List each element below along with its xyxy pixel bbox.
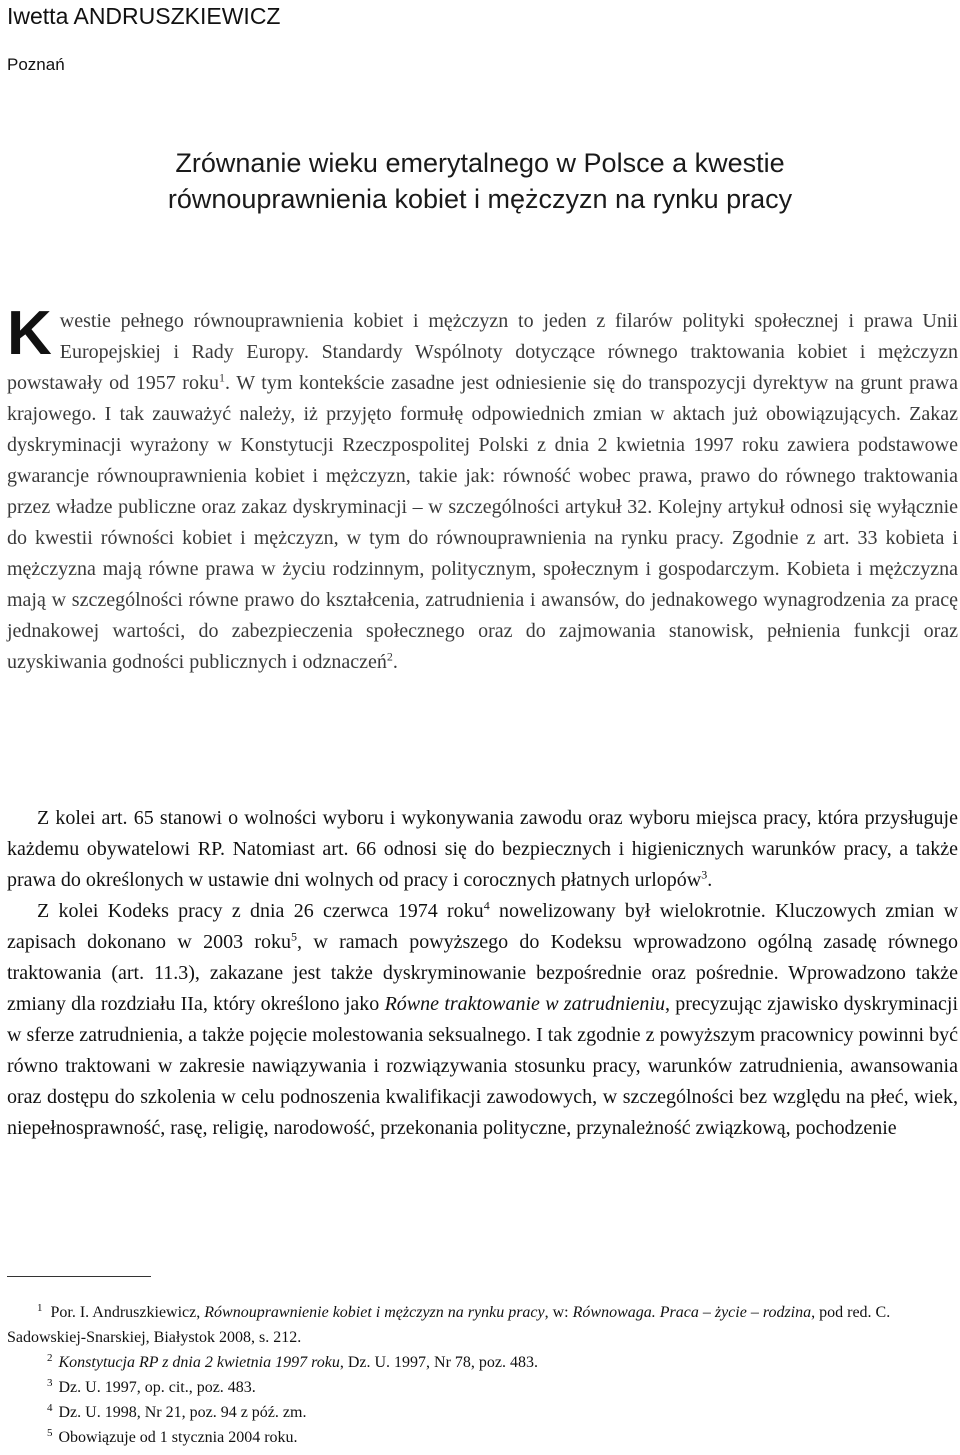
title-line-2: równouprawnienia kobiet i mężczyzn na rynku pracy bbox=[167, 184, 793, 214]
lead-text-b: . W tym kontekście zasadne jest odniesienie się do transpozycji dyrektyw na grunt prawa krajowego. I tak zauważyć należy, iż przyjęto formułę odpowiednich zmian w aktach już obowiązujących. Zakaz dyskryminacji wyrażony w Konstytucji Rzeczpospolitej Polski z dnia 2 kwietnia 1997 roku zawiera podstawowe gwarancje równouprawnienia kobiet i mężczyzn, takie jak: równość wobec prawa, prawo do równego traktowania przez władze publiczne oraz zakaz dyskryminacji – w szczególności artykuł 32. Kolejny artykuł odnosi się wyłącznie do kwestii równości kobiet i mężczyzn, w tym do równouprawnienia na rynku pracy. Zgodnie z art. 33 kobieta i mężczyzna mają równe prawa w życiu rodzinnym, politycznym, społecznym i gospodarczym. Kobieta i mężczyzna mają w szczególności równe prawo do kształcenia, zatrudnienia i awansów, do jednakowego wynagrodzenia za pracę jednakowej wartości, do zabezpieczenia społecznego oraz do zajmowania stanowisk, pełnienia funkcji oraz uzyskiwania godności publicznych i odznaczeń bbox=[7, 372, 958, 673]
footnote-divider bbox=[7, 1276, 151, 1277]
lead-paragraph bbox=[7, 299, 958, 678]
paragraph-3-italic: Równe traktowanie w zatrudnieniu bbox=[384, 993, 665, 1015]
footnotes bbox=[7, 1300, 958, 1450]
paragraph-3-text-b: nowelizowany był wielokrotnie. Kluczowych zmian w zapisach dokonano w 2003 roku bbox=[7, 900, 959, 953]
paragraph-3-text-a: Z kolei Kodeks pracy z dnia 26 czerwca 1974 roku bbox=[37, 900, 484, 922]
footnote-ref-2[interactable]: 2 bbox=[386, 649, 393, 664]
footnote-4-number: 4 bbox=[47, 1401, 53, 1414]
lead-text-c: . bbox=[392, 651, 398, 673]
footnote-5-number: 5 bbox=[47, 1426, 53, 1439]
paragraph-2 bbox=[7, 803, 958, 896]
footnote-5-text: Obowiązuje od 1 stycznia 2004 roku. bbox=[58, 1429, 298, 1446]
footnote-2 bbox=[7, 1350, 958, 1375]
paragraph-3 bbox=[7, 896, 958, 1144]
body-text bbox=[7, 803, 958, 1144]
footnote-1-italic-1: Równouprawnienie kobiet i mężczyzn na rynku pracy bbox=[204, 1304, 545, 1321]
drop-cap: K bbox=[7, 299, 52, 368]
footnote-1-text-a: Por. I. Andruszkiewicz, bbox=[50, 1304, 205, 1321]
footnote-3 bbox=[7, 1375, 958, 1400]
footnote-5 bbox=[7, 1425, 958, 1450]
paragraph-2-end: . bbox=[707, 869, 713, 891]
footnote-ref-1[interactable]: 1 bbox=[218, 370, 225, 385]
lead-text-a: westie pełnego równouprawnienia kobiet i mężczyzn to jeden z filarów polityki społecznej i prawa Unii Europejskiej i Rady Europy. Standardy Wspólnoty dotyczące równego traktowania kobiet i mężczyzn powstawały od 1957 roku bbox=[7, 310, 958, 394]
footnote-2-italic: Konstytucja RP z dnia 2 kwietnia 1997 roku bbox=[58, 1354, 340, 1371]
footnote-ref-4[interactable]: 4 bbox=[483, 898, 490, 913]
paragraph-2-text: Z kolei art. 65 stanowi o wolności wyboru i wykonywania zawodu oraz wyboru miejsca pracy, która przysługuje każdemu obywatelowi RP. Natomiast art. 66 odnosi się do bezpiecznych i higienicznych warunków pracy, a także prawa do określonych w ustawie dni wolnych od pracy i corocznych płatnych urlopów bbox=[7, 807, 958, 891]
author-name: Iwetta ANDRUSZKIEWICZ bbox=[7, 3, 281, 29]
footnote-4 bbox=[7, 1400, 958, 1425]
paragraph-3-text-d: , precyzując zjawisko dyskryminacji w sferze zatrudnienia, a także pojęcie molestowania seksualnego. I tak zgodnie z powyższym pracownicy powinni być równo traktowani w zakresie nawiązywania i rozwiązywania stosunku pracy, warunków zatrudnienia, awansowania oraz dostępu do szkolenia w celu podnoszenia kwalifikacji zawodowych, w szczególności bez względu na płeć, wiek, niepełnosprawność, rasę, religię, narodowość, przekonania polityczne, przynależność związkową, pochodzenie bbox=[7, 993, 958, 1139]
paragraph-3-text-c: , w ramach powyższego do Kodeksu wprowadzono ogólną zasadę równego traktowania (art. 11.3), zakazane jest także dyskryminowanie bezpośrednie oraz pośrednie. Wprowadzono także zmiany dla rozdziału IIa, który określono jako bbox=[7, 931, 958, 1015]
footnote-3-text: Dz. U. 1997, op. cit., poz. 483. bbox=[58, 1379, 256, 1396]
footnote-1-italic-2: Równowaga. Praca – życie – rodzina bbox=[572, 1304, 812, 1321]
footnote-4-text: Dz. U. 1998, Nr 21, poz. 94 z póź. zm. bbox=[58, 1404, 307, 1421]
footnote-ref-5[interactable]: 5 bbox=[291, 929, 298, 944]
footnote-2-number: 2 bbox=[47, 1351, 53, 1364]
author-affiliation: Poznań bbox=[7, 55, 65, 74]
footnote-1 bbox=[7, 1300, 958, 1350]
footnote-1-text-b: , w: bbox=[544, 1304, 573, 1321]
title-line-1: Zrównanie wieku emerytalnego w Polsce a kwestie bbox=[175, 148, 785, 178]
footnote-3-number: 3 bbox=[47, 1376, 53, 1389]
footnote-ref-3[interactable]: 3 bbox=[701, 867, 708, 882]
footnote-1-text-c: , pod red. C. Sadowskiej-Snarskiej, Białystok 2008, s. 212. bbox=[7, 1304, 891, 1346]
footnote-1-number: 1 bbox=[37, 1301, 43, 1314]
footnote-2-text: , Dz. U. 1997, Nr 78, poz. 483. bbox=[339, 1354, 539, 1371]
article-title bbox=[0, 145, 960, 217]
